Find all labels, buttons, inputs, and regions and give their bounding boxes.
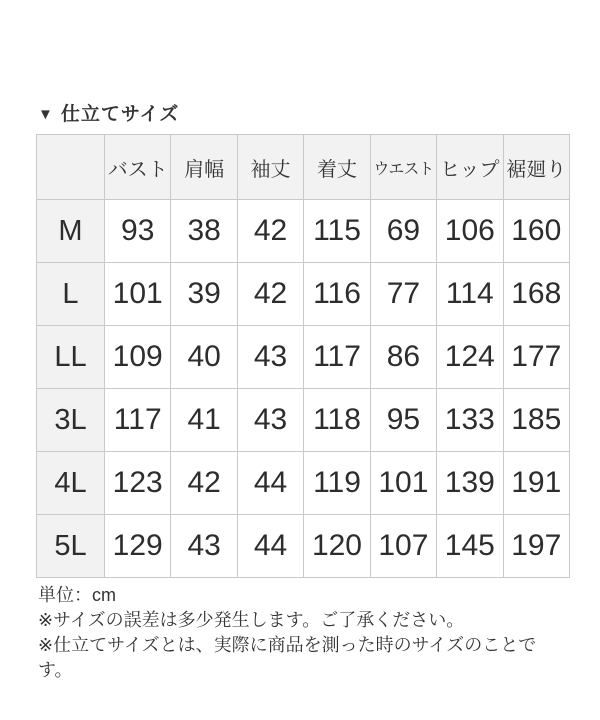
column-header-length: 着丈 <box>304 135 370 200</box>
row-header-size: 4L <box>37 452 105 515</box>
table-cell: 117 <box>304 326 370 389</box>
size-definition-note: ※仕立てサイズとは、実際に商品を測った時のサイズのことです。 <box>38 635 537 680</box>
table-cell: 44 <box>237 452 303 515</box>
row-header-size: M <box>37 200 105 263</box>
row-header-size: 5L <box>37 515 105 578</box>
table-cell: 95 <box>370 389 436 452</box>
table-cell: 42 <box>237 200 303 263</box>
row-header-size: 3L <box>37 389 105 452</box>
table-cell: 197 <box>503 515 569 578</box>
table-row-3l <box>37 389 570 452</box>
table-cell: 101 <box>370 452 436 515</box>
table-cell: 109 <box>105 326 171 389</box>
column-header-hip: ヒップ <box>437 135 503 200</box>
table-cell: 106 <box>437 200 503 263</box>
table-cell: 119 <box>304 452 370 515</box>
table-cell: 44 <box>237 515 303 578</box>
table-cell: 42 <box>171 452 237 515</box>
table-cell: 43 <box>237 326 303 389</box>
table-cell: 101 <box>105 263 171 326</box>
table-cell: 69 <box>370 200 436 263</box>
triangle-down-icon: ▼ <box>38 106 54 123</box>
column-header-sleeve: 袖丈 <box>237 135 303 200</box>
table-row-l <box>37 263 570 326</box>
table-row-m <box>37 200 570 263</box>
table-cell: 86 <box>370 326 436 389</box>
size-section-title <box>38 104 570 127</box>
table-cell: 160 <box>503 200 569 263</box>
table-cell: 168 <box>503 263 569 326</box>
table-cell: 38 <box>171 200 237 263</box>
table-row-4l <box>37 452 570 515</box>
column-header-shoulder: 肩幅 <box>171 135 237 200</box>
table-cell: 124 <box>437 326 503 389</box>
table-cell: 116 <box>304 263 370 326</box>
column-header-bust: バスト <box>105 135 171 200</box>
table-cell: 139 <box>437 452 503 515</box>
table-cell: 93 <box>105 200 171 263</box>
table-cell: 185 <box>503 389 569 452</box>
table-cell: 43 <box>237 389 303 452</box>
size-tolerance-note: ※サイズの誤差は多少発生します。ご了承ください。 <box>38 610 465 630</box>
table-row-5l <box>37 515 570 578</box>
table-cell: 191 <box>503 452 569 515</box>
unit-note: 単位：cm <box>38 585 116 605</box>
table-cell: 39 <box>171 263 237 326</box>
row-header-size: L <box>37 263 105 326</box>
table-cell: 115 <box>304 200 370 263</box>
table-cell: 114 <box>437 263 503 326</box>
table-cell: 177 <box>503 326 569 389</box>
corner-cell <box>37 135 105 200</box>
table-cell: 107 <box>370 515 436 578</box>
table-cell: 40 <box>171 326 237 389</box>
table-cell: 118 <box>304 389 370 452</box>
table-cell: 77 <box>370 263 436 326</box>
table-cell: 133 <box>437 389 503 452</box>
column-header-waist: ウエスト <box>370 135 436 200</box>
row-header-size: LL <box>37 326 105 389</box>
header-row <box>37 135 570 200</box>
table-cell: 43 <box>171 515 237 578</box>
section-title-label: 仕立てサイズ <box>60 104 180 125</box>
table-cell: 120 <box>304 515 370 578</box>
table-cell: 42 <box>237 263 303 326</box>
table-row-ll <box>37 326 570 389</box>
table-cell: 129 <box>105 515 171 578</box>
table-footnotes <box>38 583 570 683</box>
table-cell: 117 <box>105 389 171 452</box>
column-header-hem: 裾廻り <box>503 135 569 200</box>
table-cell: 145 <box>437 515 503 578</box>
table-cell: 123 <box>105 452 171 515</box>
size-table <box>36 134 570 578</box>
table-cell: 41 <box>171 389 237 452</box>
